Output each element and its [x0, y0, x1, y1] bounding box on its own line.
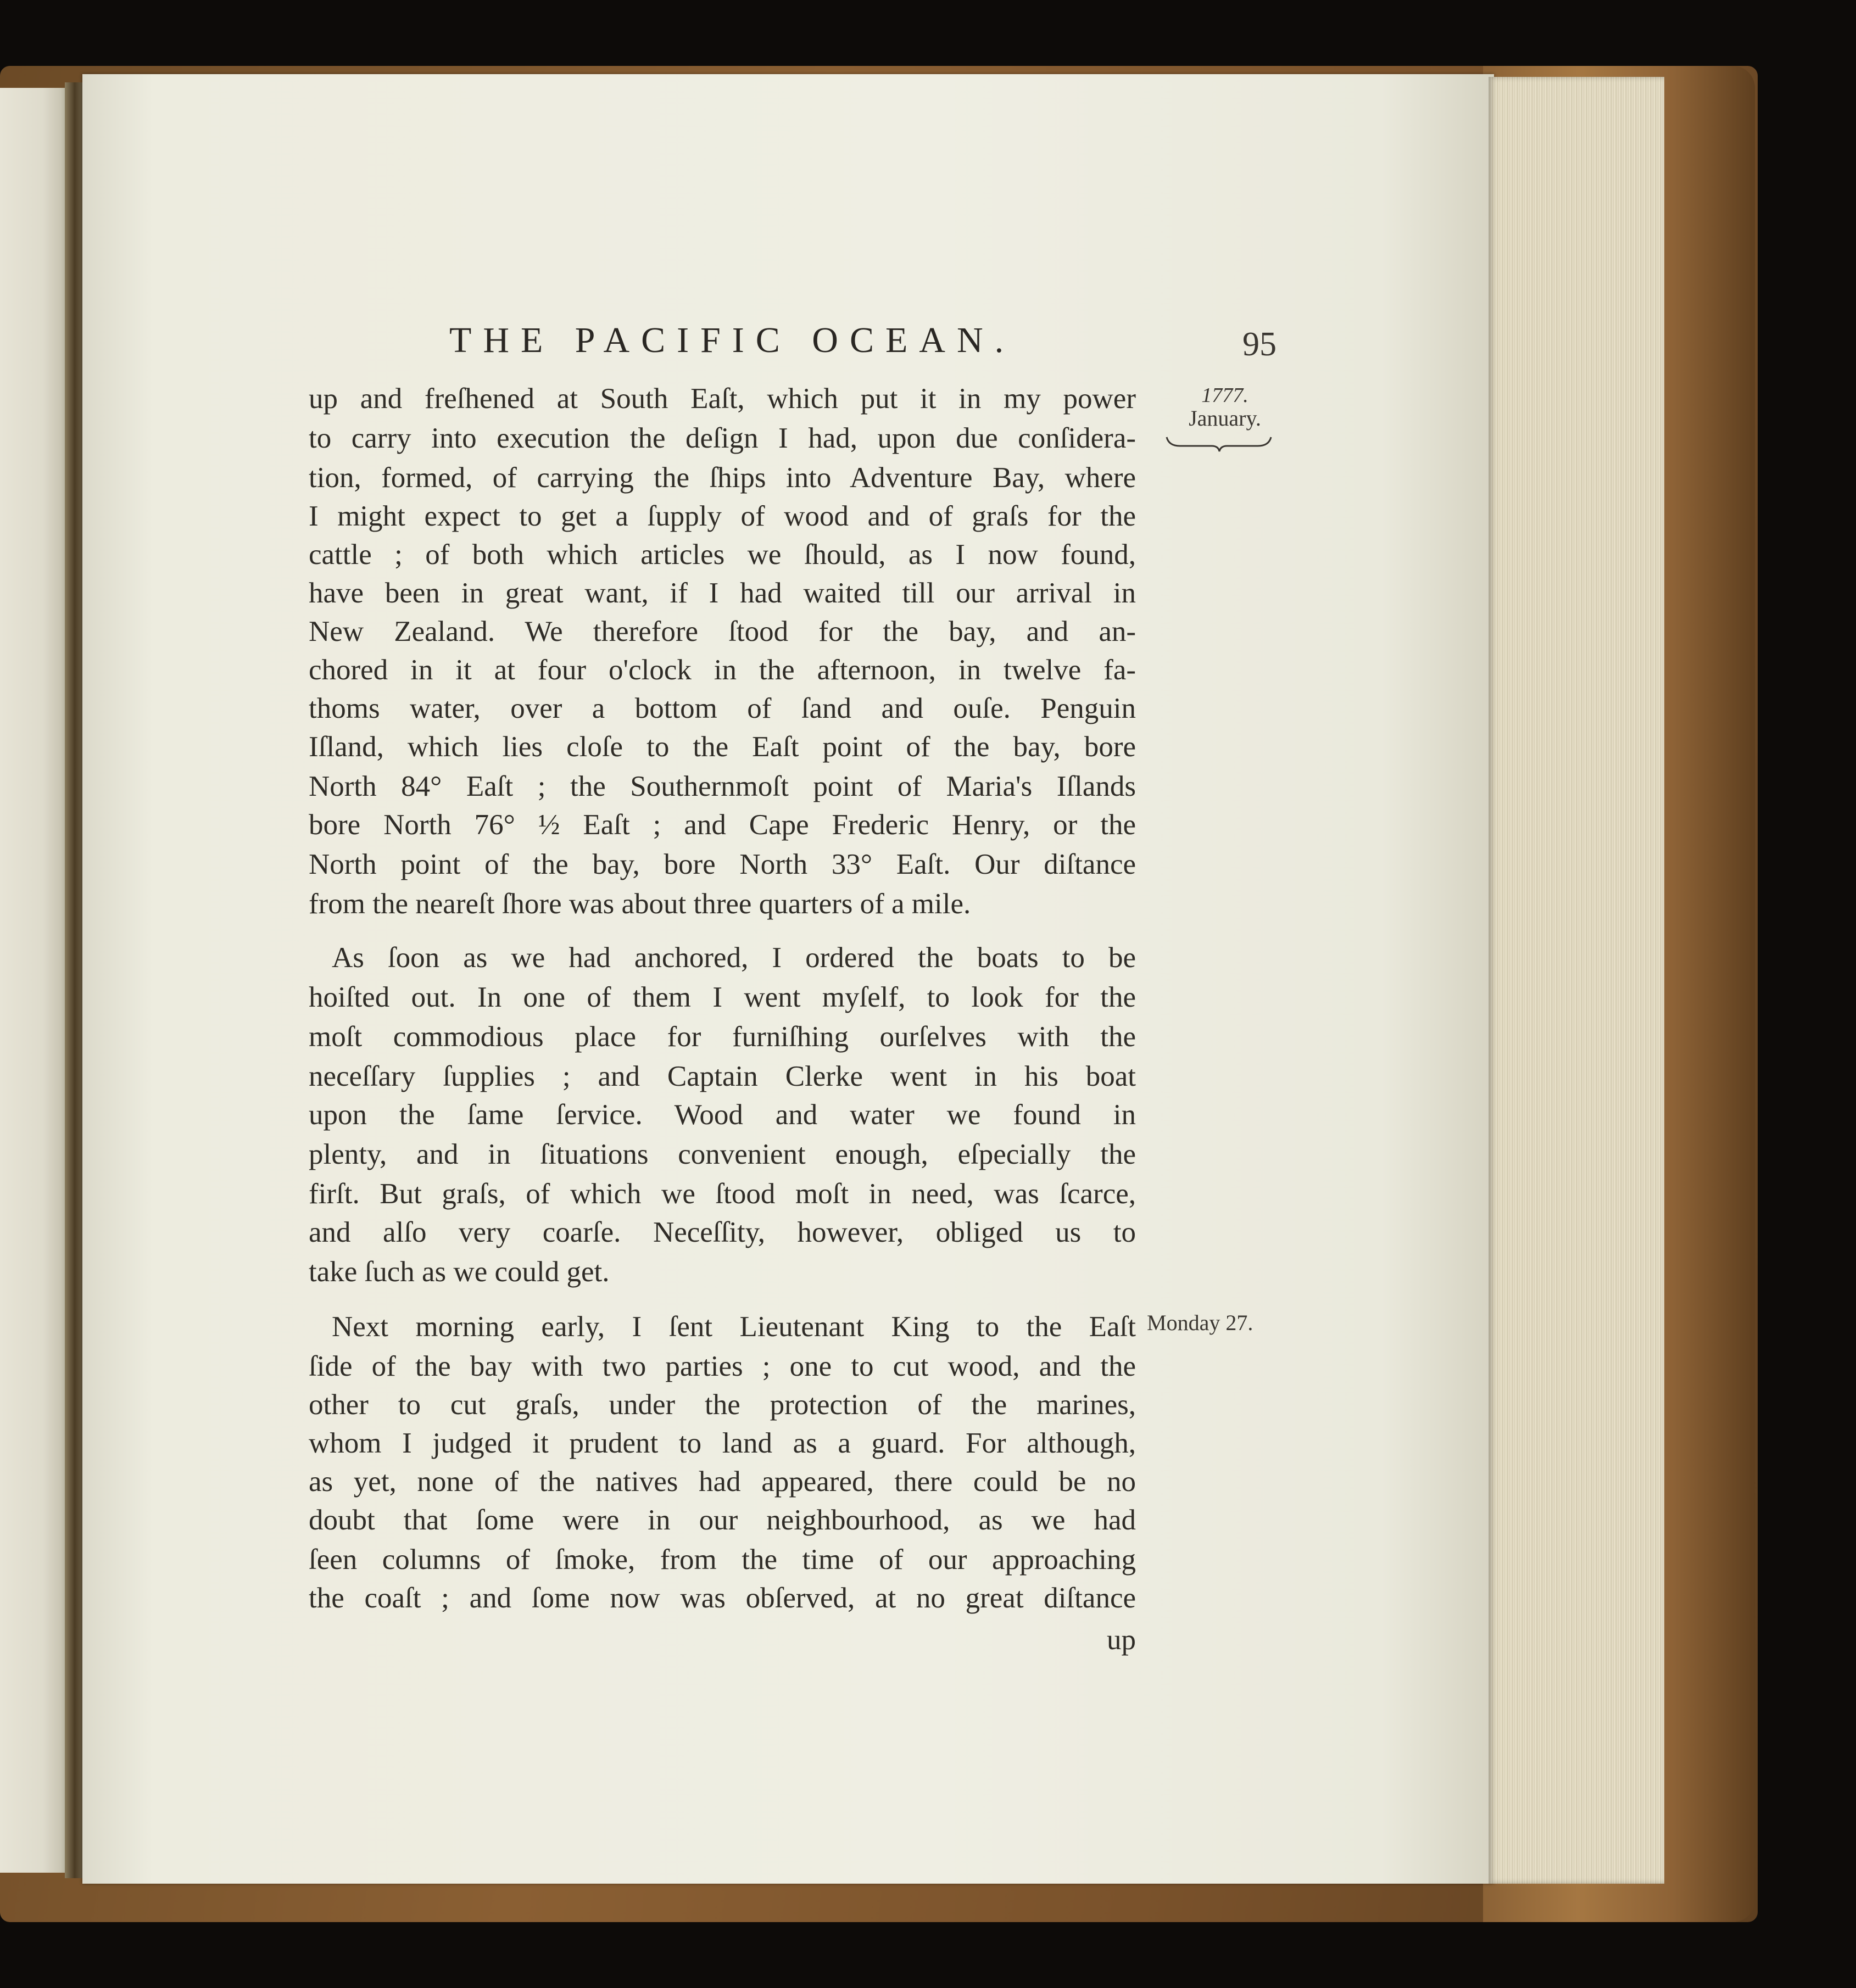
- text-line: ſide of the bay with two parties ; one to cut wood, and the: [309, 1350, 1136, 1382]
- page-number: 95: [1242, 326, 1277, 363]
- text-line: the coaſt ; and ſome now was obſerved, at no great diſtance: [309, 1582, 1136, 1614]
- text-line: ſeen columns of ſmoke, from the time of our approaching: [309, 1544, 1136, 1576]
- text-line: upon the ſame ſervice. Wood and water we found in: [309, 1099, 1136, 1131]
- text-line: North point of the bay, bore North 33° Eaſt. Our diſtance: [309, 848, 1136, 880]
- text-line: Iſland, which lies cloſe to the Eaſt point of the bay, bore: [309, 731, 1136, 763]
- margin-brace-ornament: [1163, 434, 1273, 453]
- text-line: doubt that ſome were in our neighbourhood, as we had: [309, 1504, 1136, 1536]
- margin-note-month: January.: [1189, 406, 1261, 431]
- text-line: I might expect to get a ſupply of wood and of graſs for the: [309, 500, 1136, 532]
- text-line: tion, formed, of carrying the ſhips into Adventure Bay, where: [309, 462, 1136, 494]
- text-line: take ſuch as we could get.: [309, 1256, 610, 1288]
- text-line: plenty, and in ſituations convenient enough, eſpecially the: [309, 1138, 1136, 1170]
- text-line: as yet, none of the natives had appeared, there could be no: [309, 1466, 1136, 1498]
- text-line: cattle ; of both which articles we ſhould, as I now found,: [309, 539, 1136, 571]
- text-line: bore North 76° ½ Eaſt ; and Cape Frederic Henry, or the: [309, 809, 1136, 841]
- text-line: and alſo very coarſe. Neceſſity, however, obliged us to: [309, 1216, 1136, 1248]
- text-line: neceſſary ſupplies ; and Captain Clerke went in his boat: [309, 1060, 1136, 1092]
- margin-note-year: 1777.: [1201, 384, 1249, 407]
- text-line: New Zealand. We therefore ſtood for the bay, and an-: [309, 616, 1136, 647]
- text-line: North 84° Eaſt ; the Southernmoſt point of Maria's Iſlands: [309, 770, 1136, 802]
- margin-note-day: Monday 27.: [1147, 1310, 1253, 1335]
- text-line: chored in it at four o'clock in the afternoon, in twelve fa-: [309, 654, 1136, 686]
- text-line: thoms water, over a bottom of ſand and ouſe. Penguin: [309, 693, 1136, 724]
- text-line: firſt. But graſs, of which we ſtood moſt in need, was ſcarce,: [309, 1178, 1136, 1210]
- text-line: moſt commodious place for furniſhing ourſelves with the: [309, 1021, 1136, 1053]
- running-head: THE PACIFIC OCEAN.: [449, 320, 1016, 360]
- text-line: whom I judged it prudent to land as a guard. For although,: [309, 1427, 1136, 1459]
- text-line: Next morning early, I ſent Lieutenant King to the Eaſt: [332, 1311, 1136, 1343]
- text-line: have been in great want, if I had waited till our arrival in: [309, 577, 1136, 609]
- text-line: hoiſted out. In one of them I went myſelf, to look for the: [309, 981, 1136, 1013]
- text-line: other to cut graſs, under the protection of the marines,: [309, 1389, 1136, 1421]
- page-block-edges: [1489, 77, 1664, 1884]
- text-line: from the neareſt ſhore was about three quarters of a mile.: [309, 888, 971, 920]
- text-line: to carry into execution the deſign I had, upon due conſidera-: [309, 422, 1136, 454]
- text-line: up and freſhened at South Eaſt, which put it in my power: [309, 383, 1136, 415]
- left-page-edge: [0, 88, 71, 1873]
- text-line: As ſoon as we had anchored, I ordered the boats to be: [332, 942, 1136, 974]
- catchword: up: [1107, 1624, 1136, 1656]
